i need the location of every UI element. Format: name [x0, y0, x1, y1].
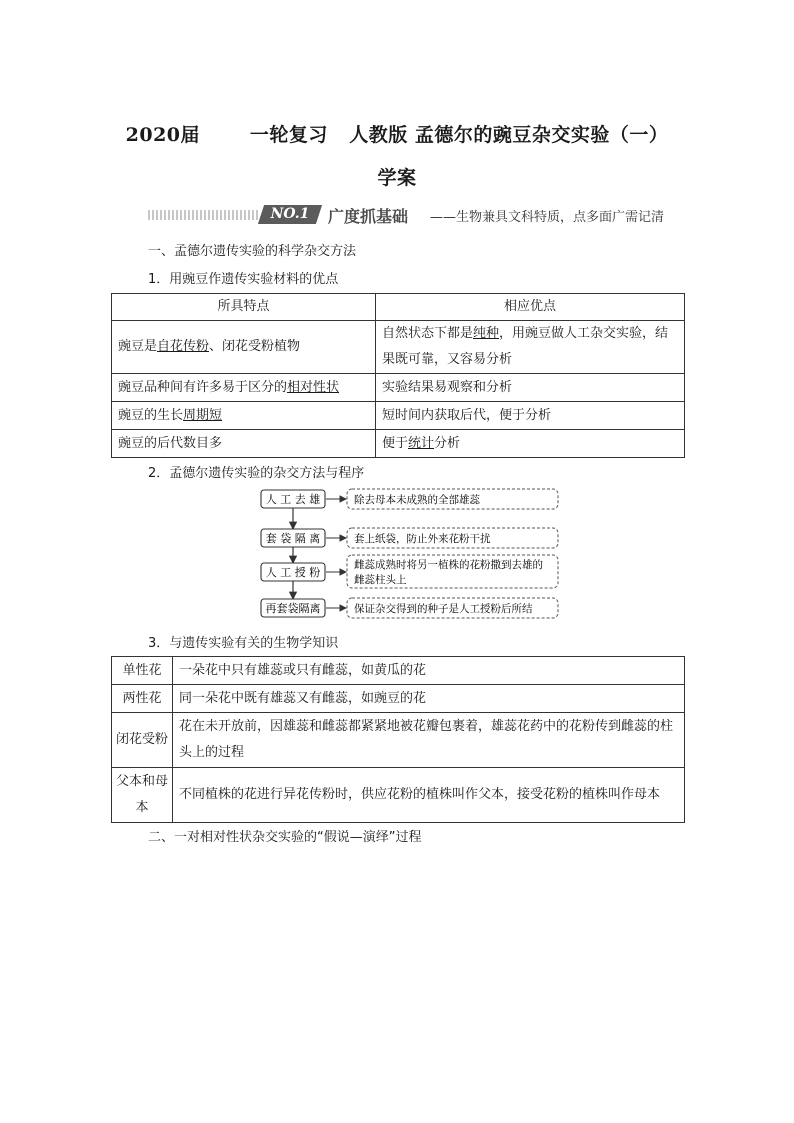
- svg-text:保证杂交得到的种子是人工授粉后所结: 保证杂交得到的种子是人工授粉后所结: [354, 603, 533, 615]
- table-cell: 自然状态下都是纯种，用豌豆做人工杂交实验，结果既可靠，又容易分析: [376, 321, 685, 374]
- section1-heading: 一、孟德尔遗传实验的科学杂交方法: [148, 244, 357, 259]
- svg-text:再套袋隔离: 再套袋隔离: [265, 602, 321, 615]
- banner-stripe: [148, 210, 260, 220]
- subsection-3-heading: 3．与遗传实验有关的生物学知识: [148, 636, 339, 651]
- table-cell: 豌豆的后代数目多: [112, 430, 376, 458]
- table-header-cell: 相应优点: [376, 294, 685, 321]
- table-row: [112, 321, 685, 374]
- table-cell: 短时间内获取后代，便于分析: [376, 402, 685, 430]
- title-part3: 人教版 孟德尔的豌豆杂交实验（一）: [349, 124, 669, 146]
- table-header-cell: 所具特点: [112, 294, 376, 321]
- flow-note-box: [347, 489, 558, 509]
- flow-step-box: [261, 563, 325, 581]
- title-year: 2020届: [125, 124, 201, 146]
- table-cell: 豌豆品种间有许多易于区分的相对性状: [112, 374, 376, 402]
- table-header-row: [112, 294, 685, 321]
- hybridization-flowchart: [258, 487, 562, 621]
- table-row: [112, 657, 685, 685]
- term-cell: 父本和母本: [112, 768, 173, 823]
- advantages-table: [111, 293, 685, 458]
- table-row: [112, 685, 685, 713]
- table-row: [112, 374, 685, 402]
- svg-text:除去母本未成熟的全部雄蕊: 除去母本未成熟的全部雄蕊: [354, 494, 480, 506]
- svg-text:人 工 去 雄: 人 工 去 雄: [265, 493, 321, 506]
- table-cell: 豌豆是自花传粉、闭花受粉植物: [112, 321, 376, 374]
- definition-cell: 同一朵花中既有雄蕊又有雌蕊，如豌豆的花: [173, 685, 685, 713]
- term-cell: 单性花: [112, 657, 173, 685]
- banner-title: 广度抓基础: [328, 207, 409, 226]
- banner-badge: NO.1: [258, 205, 322, 224]
- table-row: [112, 430, 685, 458]
- definition-cell: 花在未开放前，因雄蕊和雌蕊都紧紧地被花瓣包裹着，雄蕊花药中的花粉传到雌蕊的柱头上的过程: [173, 713, 685, 768]
- flow-step-box: [261, 490, 325, 508]
- flow-step-box: [261, 529, 325, 547]
- flow-note-box: [347, 598, 558, 618]
- table-cell: 豌豆的生长周期短: [112, 402, 376, 430]
- svg-text:套 袋 隔 离: 套 袋 隔 离: [265, 532, 321, 545]
- document-title: [0, 120, 794, 147]
- term-cell: 两性花: [112, 685, 173, 713]
- flow-note-box: [347, 555, 558, 588]
- definition-cell: 一朵花中只有雄蕊或只有雌蕊，如黄瓜的花: [173, 657, 685, 685]
- subsection-1-heading: 1．用豌豆作遗传实验材料的优点: [148, 272, 339, 287]
- terms-table: [111, 656, 685, 823]
- table-cell: 实验结果易观察和分析: [376, 374, 685, 402]
- table-row: [112, 768, 685, 823]
- table-row: [112, 713, 685, 768]
- flow-step-box: [261, 599, 325, 617]
- subsection-2-heading: 2．孟德尔遗传实验的杂交方法与程序: [148, 466, 365, 481]
- term-cell: 闭花受粉: [112, 713, 173, 768]
- document-title-line2: 学案: [377, 167, 417, 189]
- definition-cell: 不同植株的花进行异花传粉时，供应花粉的植株叫作父本，接受花粉的植株叫作母本: [173, 768, 685, 823]
- banner-subtitle: ——生物兼具文科特质，点多面广需记清: [430, 210, 665, 225]
- flow-note-box: [347, 528, 558, 548]
- table-cell: 便于统计分析: [376, 430, 685, 458]
- svg-text:套上纸袋，防止外来花粉干扰: 套上纸袋，防止外来花粉干扰: [354, 533, 491, 545]
- section-banner: [148, 203, 686, 227]
- svg-text:雌蕊成熟时将另一植株的花粉撒到去雄的: 雌蕊成熟时将另一植株的花粉撒到去雄的: [354, 559, 543, 571]
- title-part2: 一轮复习: [249, 124, 328, 146]
- section2-heading: 二、一对相对性状杂交实验的“假说—演绎”过程: [148, 830, 422, 845]
- svg-text:雌蕊柱头上: 雌蕊柱头上: [354, 574, 407, 586]
- svg-text:人 工 授 粉: 人 工 授 粉: [265, 566, 321, 579]
- table-row: [112, 402, 685, 430]
